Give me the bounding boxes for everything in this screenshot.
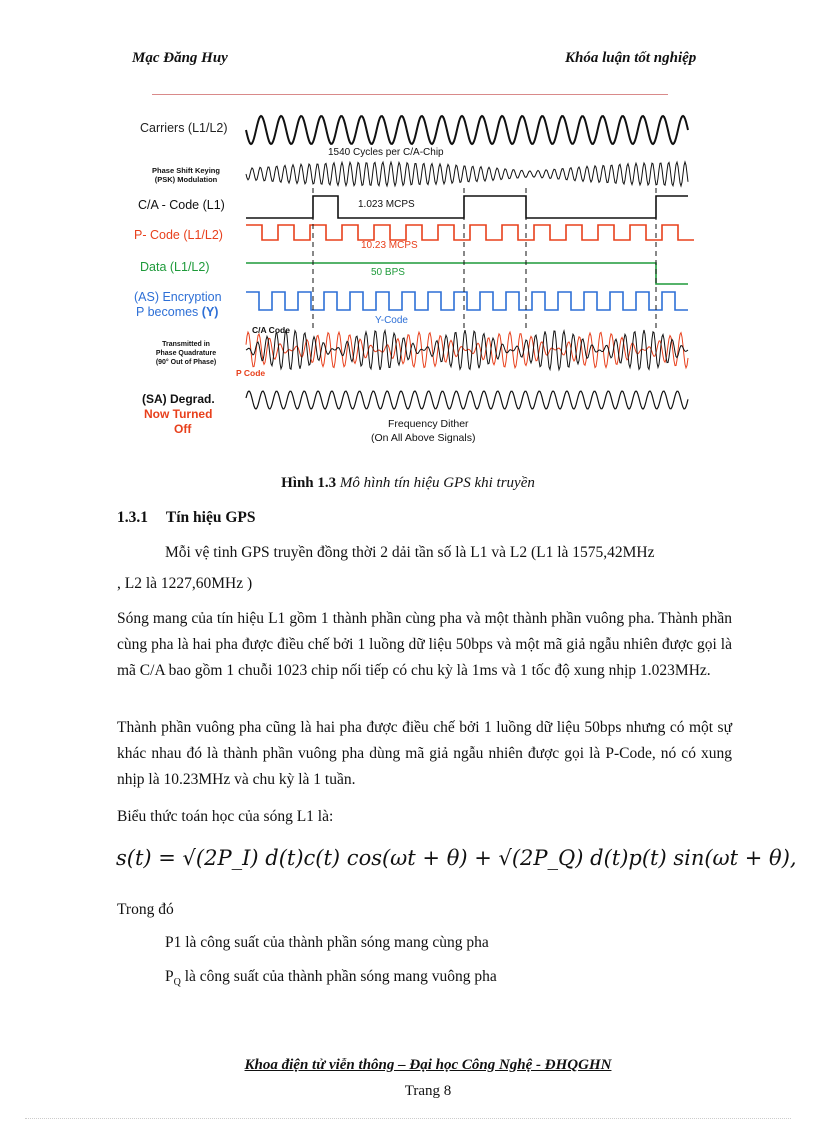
- sa-dither-wave: [246, 391, 688, 409]
- ca-code-quadrature: [246, 330, 688, 370]
- paragraph-3: Thành phần vuông pha cũng là hai pha được điều chế bởi 1 luồng dữ liệu 50bps nhưng có một sự khác nhau đó là thành phần vuông pha dùng mã giả ngẫu nhiên được gọi là P-Code, nó có xung nhịp là 10.23MHz và chu kỳ là 1 tuần.: [117, 719, 732, 788]
- annotation-data-rate: 50 BPS: [371, 267, 405, 278]
- caption-text: Mô hình tín hiệu GPS khi truyền: [339, 475, 535, 491]
- label-p-becomes: P becomes (Y): [136, 305, 219, 319]
- paragraph-1a: Mỗi vệ tinh GPS truyền đồng thời 2 dải tần số là L1 và L2 (L1 là 1575,42MHz: [165, 544, 655, 561]
- label-p-code: P- Code (L1/L2): [134, 228, 223, 242]
- annotation-p-rate: 10.23 MCPS: [361, 240, 418, 251]
- section-heading: [117, 505, 255, 531]
- formula-text: s(t) = √(2P_I) d(t)c(t) cos(ωt + θ) + √(2P_Q) d(t)p(t) sin(ωt + θ),: [116, 846, 797, 870]
- label-as-encryption: (AS) Encryption: [134, 290, 222, 304]
- signal-waveforms: [246, 116, 694, 409]
- where-pq: $P_Q$ là công suất của thành phần sóng mang vuông pha: [165, 968, 497, 989]
- label-phase-quadrature: Transmitted in Phase Quadrature (90° Out of Phase): [155, 341, 217, 366]
- gps-signal-figure: [128, 100, 698, 460]
- annotation-dither-1: Frequency Dither: [388, 418, 469, 430]
- annotation-cycles: 1540 Cycles per C/A-Chip: [328, 147, 444, 158]
- header-author: Mạc Đăng Huy: [132, 50, 228, 66]
- where-intro: Trong đó: [117, 901, 174, 918]
- label-data: Data (L1/L2): [140, 260, 210, 274]
- label-off: Off: [174, 422, 192, 436]
- formula-l1: [116, 836, 797, 884]
- y-code-wave: [246, 292, 688, 310]
- label-sa-degrad: (SA) Degrad.: [142, 392, 215, 406]
- section-number: 1.3.1: [117, 509, 148, 526]
- label-now-turned: Now Turned: [144, 407, 213, 421]
- annotation-p-code: P Code: [236, 368, 266, 378]
- data-wave: [246, 263, 688, 284]
- paragraph-4: Biểu thức toán học của sóng L1 là:: [117, 808, 334, 825]
- label-carriers: Carriers (L1/L2): [140, 121, 228, 135]
- annotation-dither-2: (On All Above Signals): [371, 432, 476, 444]
- paragraph-2: Sóng mang của tín hiệu L1 gồm 1 thành phần cùng pha và một thành phần vuông pha. Thành phần cùng pha là hai pha được điều chế bởi 1 luồng dữ liệu 50bps và một mã giả ngẫu nhiên được gọi là mã C/A bao gồm 1 chuỗi 1023 chip nối tiếp có chu kỳ là 1ms và 1 tốc độ xung nhịp 1.023MHz.: [117, 610, 732, 679]
- footer-page: Trang 8: [404, 1083, 452, 1099]
- footer-institution: Khoa điện tử viễn thông – Đại học Công Nghệ - ĐHQGHN: [244, 1057, 612, 1073]
- figure-caption: [0, 470, 816, 496]
- paragraph-1b: , L2 là 1227,60MHz ): [117, 575, 253, 592]
- label-psk: Phase Shift Keying (PSK) Modulation: [152, 166, 220, 184]
- section-title: Tín hiệu GPS: [165, 509, 256, 526]
- label-ca-code: C/A - Code (L1): [138, 198, 225, 212]
- annotation-ca-code: C/A Code: [252, 325, 290, 335]
- annotation-ycode: Y-Code: [375, 315, 408, 326]
- psk-wave: [246, 162, 688, 186]
- where-p1: P1 là công suất của thành phần sóng mang cùng pha: [165, 934, 489, 951]
- carrier-wave: [246, 116, 688, 144]
- header-thesis: Khóa luận tốt nghiệp: [565, 50, 697, 66]
- ca-code-wave: [246, 196, 688, 218]
- annotation-ca-rate: 1.023 MCPS: [358, 199, 415, 210]
- caption-number: Hình 1.3: [281, 475, 337, 491]
- header-rule: [152, 94, 668, 95]
- footer-rule: [25, 1118, 791, 1119]
